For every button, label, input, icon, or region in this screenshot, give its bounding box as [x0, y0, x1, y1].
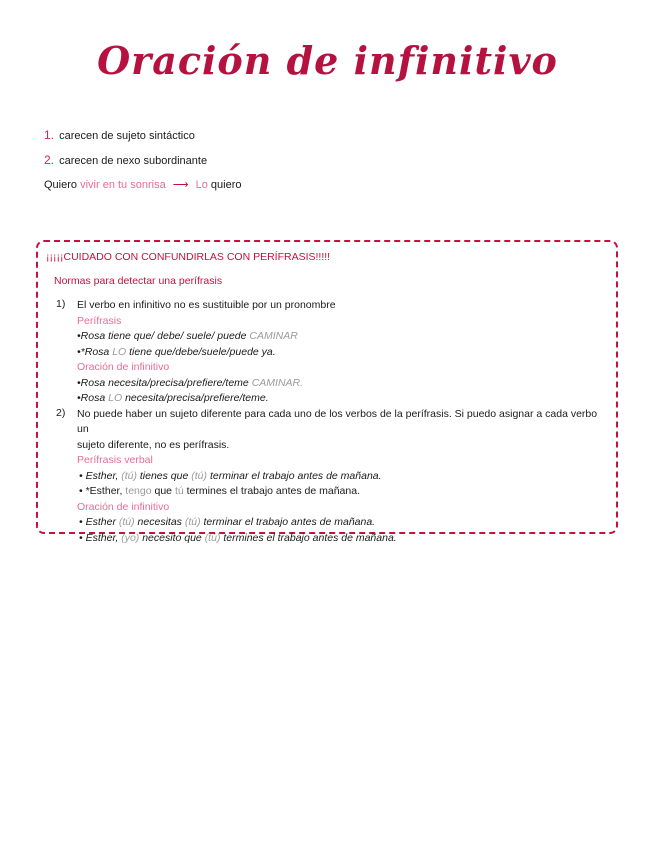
- example-text: • Esther,: [79, 531, 119, 544]
- intro-example: [44, 176, 241, 201]
- rule-2-text-line2: sujeto diferente, no es perífrasis.: [77, 438, 230, 451]
- intro-item-1-text: carecen de sujeto sintáctico: [59, 130, 195, 142]
- intro-item-2: [44, 151, 241, 176]
- example-text: • *Esther,: [79, 485, 123, 497]
- rule-1-text: El verbo en infinitivo no es sustituible por un pronombre: [77, 299, 336, 311]
- example-end: quiero: [210, 179, 242, 191]
- example-gray: (tú): [118, 516, 135, 528]
- page-title: Oración de infinitivo: [97, 38, 558, 83]
- example-text: •Rosa: [77, 392, 106, 404]
- rule-1-example-b2: [77, 391, 608, 407]
- example-gray: CAMINAR: [249, 330, 298, 342]
- rules-subtitle: Normas para detectar una perífrasis: [54, 275, 223, 287]
- rule-2-example-b1: [77, 515, 608, 531]
- warning-box: [36, 240, 618, 544]
- rule-2: [56, 407, 608, 547]
- rule-1-marker: 1): [56, 298, 66, 310]
- example-text: • Esther,: [79, 469, 119, 482]
- rule-2-example-b2: [77, 531, 608, 547]
- example-gray: CAMINAR.: [251, 376, 304, 389]
- example-text: tiene que/debe/suele/puede ya.: [129, 345, 276, 358]
- example-gray: (tú): [204, 531, 221, 544]
- example-gray: (yo): [121, 531, 140, 544]
- rule-1: [56, 298, 608, 407]
- rule-2-label-infinitive: Oración de infinitivo: [77, 500, 170, 513]
- example-text: terminar el trabajo antes de mañana.: [203, 516, 376, 528]
- rule-2-label-periphrasis: Perífrasis verbal: [77, 454, 153, 466]
- intro-item-1-number: 1.: [44, 128, 55, 142]
- rule-1-example-b1: [77, 376, 608, 392]
- example-text: tienes que: [139, 469, 189, 482]
- intro-item-2-number: 2.: [44, 153, 55, 167]
- example-gray: tengo: [125, 485, 152, 497]
- example-gray: (tú): [191, 469, 208, 482]
- example-text: •*Rosa: [77, 345, 110, 358]
- example-text: • Esther: [79, 516, 116, 528]
- arrow-right-icon: ⟶: [172, 179, 189, 191]
- example-text: terminar el trabajo antes de mañana.: [209, 469, 382, 482]
- rule-2-marker: 2): [56, 406, 66, 419]
- example-pronoun: Lo: [195, 179, 208, 191]
- example-text: •Rosa necesita/precisa/prefiere/teme: [77, 376, 249, 389]
- example-gray: tú: [174, 485, 184, 497]
- intro-item-1: [44, 126, 241, 151]
- example-highlight: vivir en tu sonrisa: [80, 179, 166, 191]
- rule-1-label-infinitive: Oración de infinitivo: [77, 361, 170, 373]
- warning-heading: ¡¡¡¡¡CUIDADO CON CONFUNDIRLAS CON PERÍFRASIS!!!!!: [46, 251, 331, 263]
- example-text: termines el trabajo antes de mañana.: [223, 531, 397, 544]
- example-text: •Rosa tiene que/ debe/ suele/ puede: [77, 330, 247, 342]
- rule-1-example-a2: [77, 345, 608, 361]
- rules-list: [56, 298, 608, 546]
- example-text: necesita/precisa/prefiere/teme.: [125, 392, 269, 404]
- rule-1-example-a1: [77, 329, 608, 345]
- example-start: Quiero: [44, 179, 78, 191]
- example-gray: LO: [112, 345, 127, 358]
- intro-item-2-text: carecen de nexo subordinante: [59, 155, 208, 167]
- example-text: necesitas: [137, 516, 182, 528]
- example-gray: LO: [108, 392, 123, 404]
- intro-section: [44, 126, 241, 201]
- example-text: que: [154, 485, 173, 497]
- example-gray: (tú): [121, 469, 137, 482]
- example-gray: (tú): [184, 516, 201, 528]
- example-text: termines el trabajo antes de mañana.: [186, 485, 360, 497]
- rule-2-text-line1: No puede haber un sujeto diferente para cada uno de los verbos de la perífrasis. Si puedo asignar a cada verbo un: [77, 407, 598, 435]
- rule-2-example-a2: [77, 484, 608, 500]
- rule-2-example-a1: [77, 469, 608, 485]
- rule-1-label-periphrasis: Perífrasis: [77, 314, 122, 327]
- example-text: necesito que: [142, 531, 202, 544]
